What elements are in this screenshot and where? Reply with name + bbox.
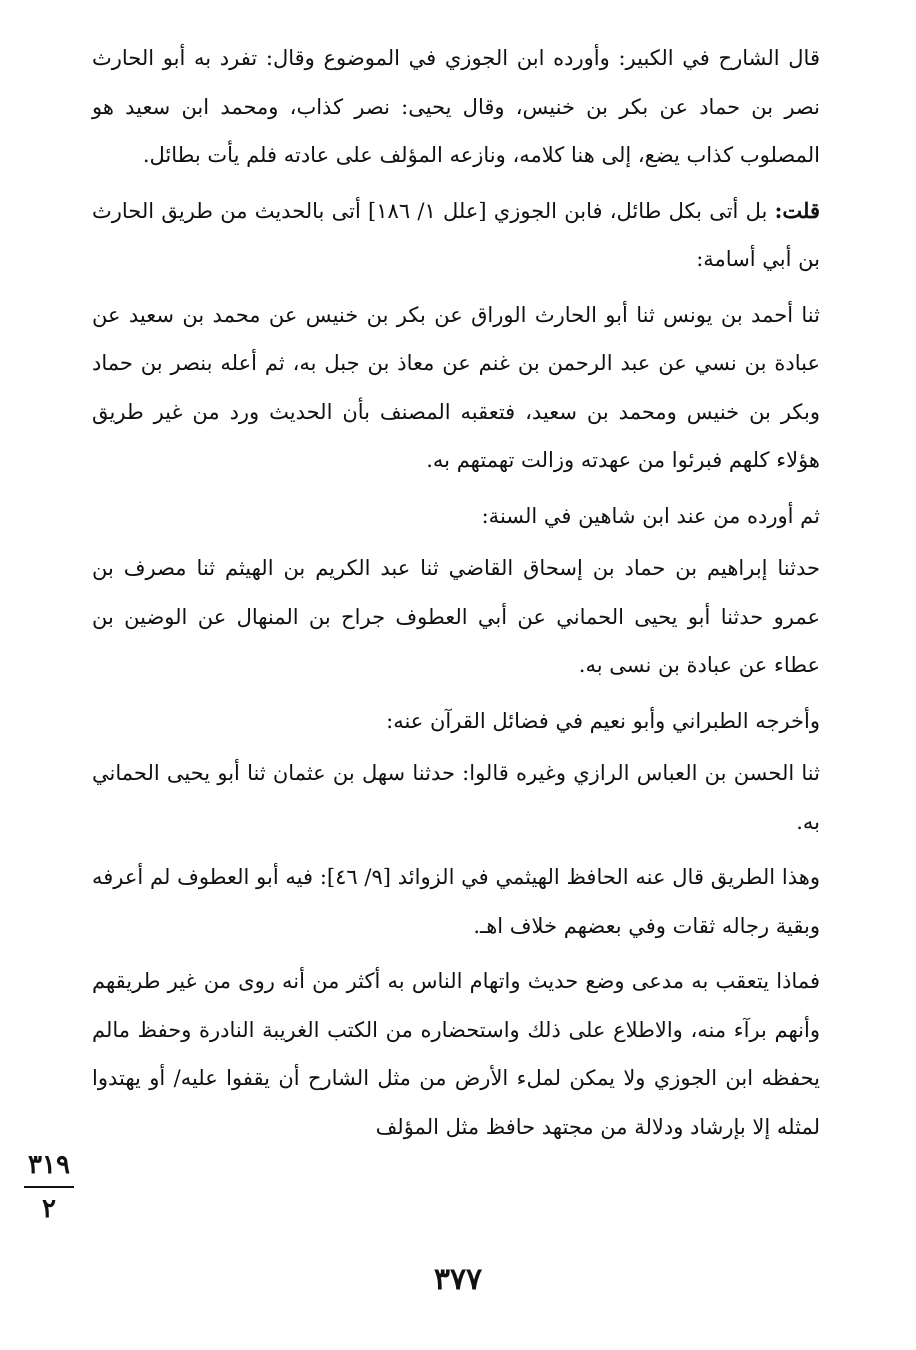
paragraph	[92, 492, 820, 541]
paragraph-lead: قلت:	[774, 197, 820, 223]
margin-reference-bottom: ٢	[42, 1194, 56, 1224]
page-number: ٣٧٧	[433, 1262, 483, 1297]
paragraph-text: بل أتى بكل طائل، فابن الجوزي [علل ١/ ١٨٦] أتى بالحديث من طريق الحارث بن أبي أسامة:	[92, 198, 820, 271]
paragraph-text: وهذا الطريق قال عنه الحافظ الهيثمي في الزوائد [٩/ ٤٦]: فيه أبو العطوف لم أعرفه وبقية رجاله ثقات وفي بعضهم خلاف اهـ.	[92, 865, 820, 938]
paragraph-text: حدثنا إبراهيم بن حماد بن إسحاق القاضي ثنا عبد الكريم بن الهيثم ثنا مصرف بن عمرو حدثنا أبو يحيى الحماني عن أبي العطوف جراح بن المنهال عن الوضين بن عطاء عن عبادة بن نسى به.	[92, 556, 820, 677]
paragraph-text: ثنا أحمد بن يونس ثنا أبو الحارث الوراق عن بكر بن خنيس عن محمد بن سعيد عن عبادة بن نسي عن عبد الرحمن بن غنم عن معاذ بن جبل به، ثم أعله بنصر بن حماد وبكر بن خنيس ومحمد بن سعيد، فتعقبه المصنف بأن الحديث ورد من غير طريق هؤلاء كلهم فبرئوا من عهدته وزالت تهمتهم به.	[92, 302, 820, 472]
paragraph	[92, 34, 820, 180]
paragraph	[92, 697, 820, 746]
paragraph	[92, 853, 820, 950]
paragraph	[92, 291, 820, 485]
paragraph-text: وأخرجه الطبراني وأبو نعيم في فضائل القرآن عنه:	[386, 708, 820, 733]
paragraph-text: قال الشارح في الكبير: وأورده ابن الجوزي في الموضوع وقال: تفرد به أبو الحارث نصر بن حماد عن بكر بن خنيس، وقال يحيى: نصر كذاب، ومحمد ابن سعيد هو المصلوب كذاب يضع، إلى هنا كلامه، ونازعه المؤلف على عادته فلم يأت بطائل.	[92, 46, 820, 167]
paragraph	[92, 957, 820, 1151]
paragraph-text: ثم أورده من عند ابن شاهين في السنة:	[481, 503, 820, 528]
margin-reference-rule	[24, 1186, 74, 1188]
paragraph	[92, 749, 820, 846]
page-body	[92, 34, 820, 1158]
paragraph	[92, 187, 820, 284]
margin-reference	[20, 1150, 78, 1224]
margin-reference-top: ٣١٩	[28, 1150, 70, 1180]
paragraph-text: ثنا الحسن بن العباس الرازي وغيره قالوا: حدثنا سهل بن عثمان ثنا أبو يحيى الحماني به.	[92, 761, 820, 834]
paragraph	[92, 544, 820, 690]
paragraph-text: فماذا يتعقب به مدعى وضع حديث واتهام الناس به أكثر من أنه روى من غير طريقهم وأنهم برآء منه، والاطلاع على ذلك واستحضاره من الكتب الغريبة النادرة وحفظ مالم يحفظه ابن الجوزي ولا يمكن لملء الأرض من مثل الشارح أن يقفوا عليه/ أو يهتدوا لمثله إلا بإرشاد ودلالة من مجتهد حافظ مثل المؤلف	[92, 969, 820, 1139]
